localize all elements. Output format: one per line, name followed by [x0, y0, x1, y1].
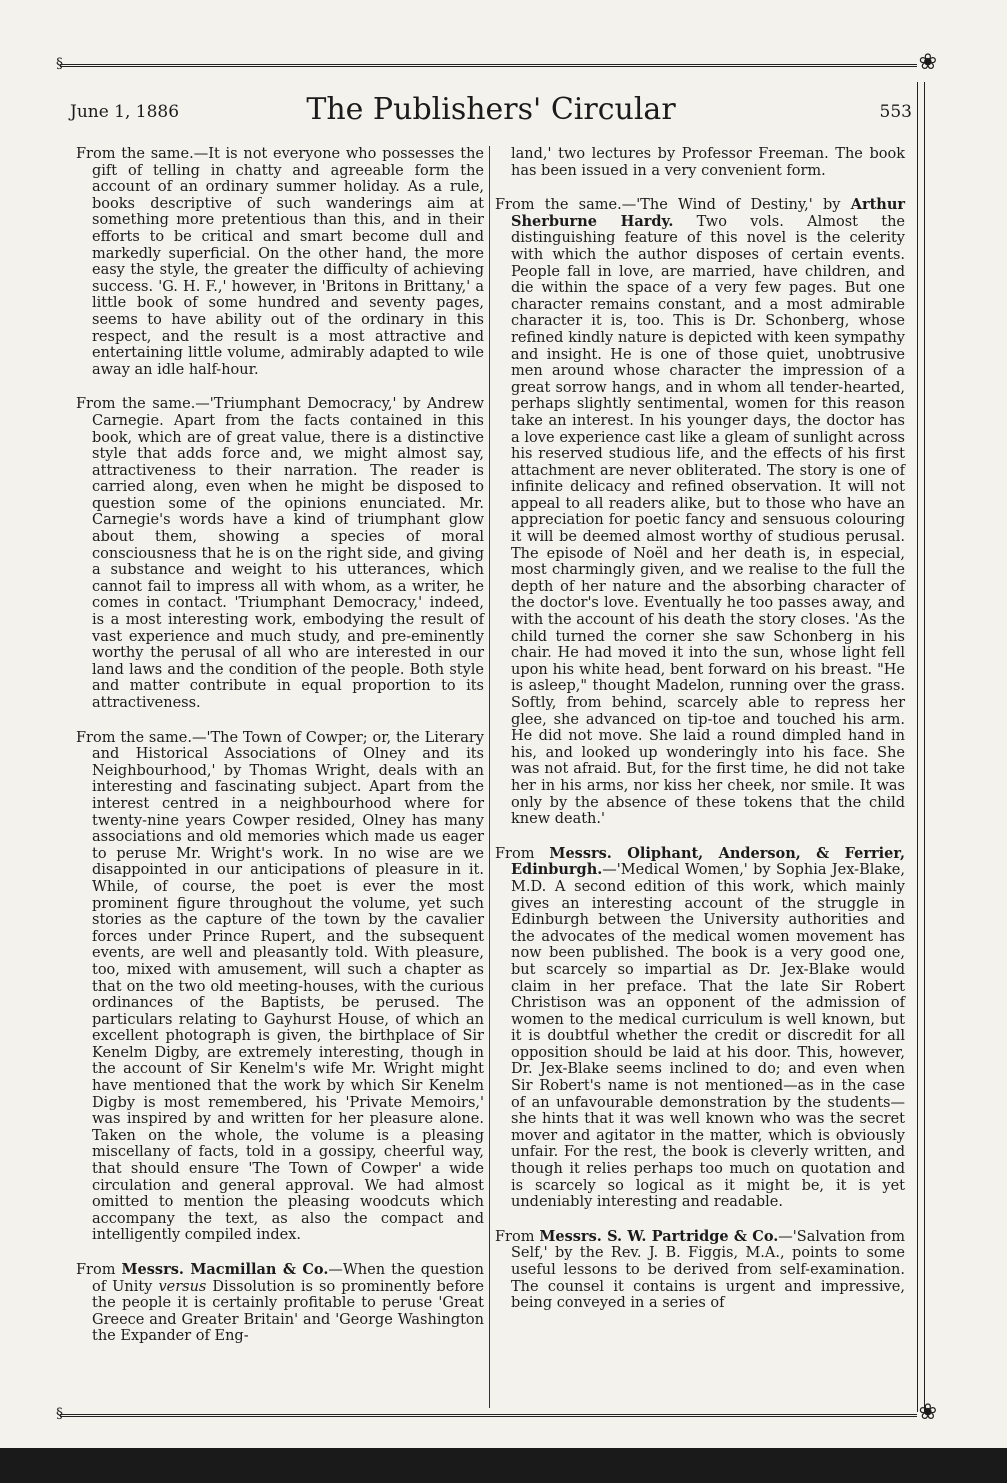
- from-label: From: [495, 1228, 540, 1245]
- bottom-double-rule: [60, 1414, 917, 1417]
- review-text: —'Medical Women,' by Sophia Jex-Blake, M.D. A second edition of this work, which mainly gives an interesting account of the struggle in Edinburgh between the University authorities and the advocates of the medical women movement has now been published. The book is a very good one, but scarcely so impartial as Dr. Jex-Blake would claim in her preface. That the late Sir Robert Christison was an opponent of the admission of women to the medical curriculum is well known, but it is doubtful whether the credit or discredit for all opposition should be laid at his door. This, however, Dr. Jex-Blake seems inclined to do; and even when Sir Robert's name is not mentioned—as in the case of an unfavourable demonstration by the students—she hints that it was well known who was the secret mover and agitator in the matter, which is obviously unfair. For the rest, the book is cleverly written, and though it relies perhaps too much on quotation and is scarcely so logical as it might be, it is yet undeniably interesting and readable.: [511, 862, 905, 1211]
- review-macmillan-freeman: [76, 1262, 484, 1345]
- publisher-name: Messrs. S. W. Partridge & Co.: [539, 1227, 779, 1245]
- publisher-name: Messrs. Oliphant, Anderson, & Ferrier, Edinburgh.: [511, 844, 905, 879]
- review-text: —When the question of Unity: [92, 1262, 484, 1295]
- review-britons-in-brittany: From the same.—It is not everyone who possesses the gift of telling in chatty and agreeable form the account of an ordinary summer holiday. As a rule, books descriptive of such wanderings aim at something more pretentious than this, and in their efforts to be critical and smart become dull and markedly superficial. On the other hand, the more easy the style, the greater the difficulty of achieving success. 'G. H. F.,' however, in 'Britons in Brittany,' a little book of some hundred and seventy pages, seems to have ability out of the ordinary in this respect, and the result is a most attractive and entertaining little volume, admirably adapted to wile away an idle half-hour.: [76, 146, 484, 378]
- review-text: Two vols. Almost the distinguishing feature of this novel is the celerity with which the author disposes of certain events. People fall in love, are married, have children, and die within the space of a very few pages. But one character remains constant, and a most admirable character it is, too. This is Dr. Schonberg, whose refined kindly nature is depicted with keen sympathy and insight. He is one of those quiet, unobtrusive men around whose character the impression of a great sorrow hangs, and in whom all tender-hearted, perhaps slightly sentimental, women for this reason take an interest. In his younger days, the doctor has a love experience cast like a gleam of sunlight across his reserved studious life, and the effects of his first attachment are never obliterated. The story is one of infinite delicacy and refined observation. It will not appeal to all readers alike, but to those who have an appreciation for poetic fancy and sensuous colouring it will be deemed almost worthy of studious perusal. The episode of Noël and her death is, in especial, most charmingly given, and we realise to the full the depth of her nature and the absorbing character of the doctor's love. Eventually he too passes away, and with the account of his death the story closes. 'As the child turned the corner she saw Schonberg in his chair. He had moved it into the sun, whose light fell upon his white head, bent forward on his breast. "He is asleep," thought Madelon, running over the grass. Softly, from behind, scarcely able to repress her glee, she advanced on tip-toe and touched his arm. He did not move. She laid a round dimpled hand in his, and looked up wonderingly into his face. She was not afraid. But, for the first time, he did not take her in his arms, nor kiss her cheek, nor smile. It was only by the absence of these tokens that the child knew death.': [511, 213, 905, 828]
- from-label: From: [76, 1262, 122, 1278]
- from-label: From: [495, 845, 550, 862]
- review-freeman-continued: land,' two lectures by Professor Freeman. The book has been issued in a very convenient form.: [511, 146, 905, 179]
- italic-word: versus: [158, 1278, 207, 1295]
- bottom-right-ornament-icon: ❀: [918, 1400, 937, 1425]
- top-right-ornament-icon: ❀: [918, 50, 937, 75]
- right-column: [495, 146, 905, 1330]
- review-triumphant-democracy: From the same.—'Triumphant Democracy,' by Andrew Carnegie. Apart from the facts contained in this book, which are of great value, there is a distinctive style that adds force and, we might almost say, attractiveness to their narration. The reader is carried along, even when he might be disposed to question some of the opinions enunciated. Mr. Carnegie's words have a kind of triumphant glow about them, showing a species of moral consciousness that he is on the right side, and giving a substance and weight to his utterances, which cannot fail to impress all with whom, as a writer, he comes in contact. 'Triumphant Democracy,' indeed, is a most interesting work, embodying the result of vast experience and much study, and pre-eminently worthy the perusal of all who are interested in our land laws and the condition of the people. Both style and matter contribute in equal proportion to its attractiveness.: [76, 396, 484, 711]
- publisher-name: Messrs. Macmillan & Co.: [121, 1261, 329, 1278]
- author-name: Arthur Sherburne Hardy.: [511, 196, 905, 230]
- top-left-ornament: §: [56, 56, 63, 72]
- top-double-rule: [60, 64, 917, 67]
- review-medical-women: [495, 846, 905, 1211]
- review-wind-of-destiny: [495, 197, 905, 828]
- scan-bottom-edge: [0, 1448, 1007, 1483]
- page-number: 553: [879, 102, 912, 122]
- right-double-border: [917, 82, 925, 1412]
- review-salvation-from-self: [495, 1229, 905, 1312]
- left-column: [76, 146, 484, 1363]
- journal-title: The Publishers' Circular: [306, 92, 676, 127]
- review-text: —'Salvation from Self,' by the Rev. J. B. Figgis, M.A., points to some useful lessons to be derived from self-examination. The counsel it contains is urgent and impressive, being conveyed in a series of: [511, 1228, 905, 1312]
- review-lead: From the same.—'The Wind of Destiny,' by: [495, 197, 851, 214]
- column-divider: [489, 146, 490, 1408]
- page-header: [70, 84, 912, 144]
- review-text: Dissolution is so prominently before the people it is certainly profitable to peruse 'Great Greece and Greater Britain' and 'George Washington the Expander of Eng-: [92, 1278, 485, 1345]
- bottom-left-ornament: §: [56, 1406, 63, 1422]
- review-town-of-cowper: From the same.—'The Town of Cowper; or, the Literary and Historical Associations of Olney and its Neighbourhood,' by Thomas Wright, deals with an interesting and fascinating subject. Apart from the interest centred in a neighbourhood where for twenty-nine years Cowper resided, Olney has many associations and old memories which made us eager to peruse Mr. Wright's work. In no wise are we disappointed in our anticipations of pleasure in it. While, of course, the poet is ever the most prominent figure throughout the volume, yet such stories as the capture of the town by the cavalier forces under Prince Rupert, and the subsequent events, are well and pleasantly told. With pleasure, too, mixed with amusement, will such a chapter as that on the two old meeting-houses, with the curious ordinances of the Baptists, be perused. The particulars relating to Gayhurst House, of which an excellent photograph is given, the birthplace of Sir Kenelm Digby, are extremely interesting, though in the account of Sir Kenelm's wife Mr. Wright might have mentioned that the work by which Sir Kenelm Digby is most remembered, his 'Private Memoirs,' was inspired by and written for her pleasure alone. Taken on the whole, the volume is a pleasing miscellany of facts, told in a gossipy, cheerful way, that should ensure 'The Town of Cowper' a wide circulation and general approval. We had almost omitted to mention the pleasing woodcuts which accompany the text, as also the compact and intelligently compiled index.: [76, 729, 484, 1244]
- issue-date: June 1, 1886: [70, 102, 180, 122]
